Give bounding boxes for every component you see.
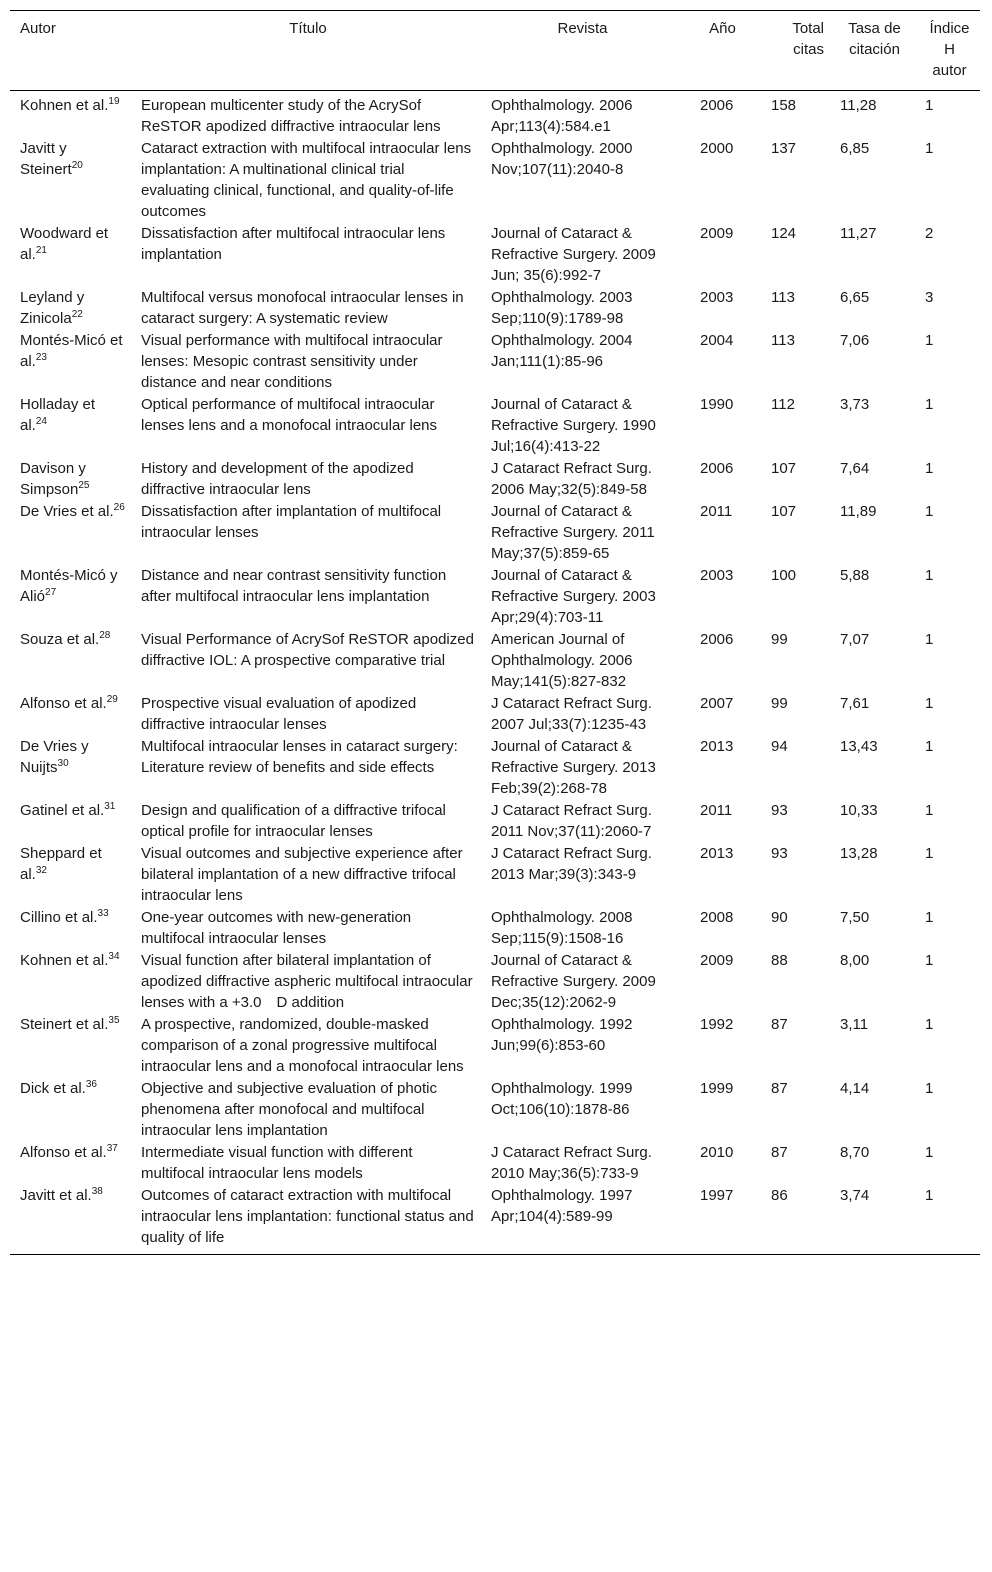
cell-autor <box>10 458 131 501</box>
cell-titulo: Optical performance of multifocal intraocular lenses lens and a monofocal intraocular lens <box>141 396 438 434</box>
header-indice-h: Índice H autor <box>929 20 970 79</box>
table-row <box>10 950 980 1014</box>
author-name: Kohnen et al. <box>20 952 109 969</box>
reference-number: 33 <box>97 908 109 919</box>
author-name: Sheppard et al. <box>20 845 102 883</box>
cell-revista: J Cataract Refract Surg. 2011 Nov;37(11):2060-7 <box>491 802 652 840</box>
cell-anio: 2010 <box>700 1144 734 1161</box>
cell-anio: 1990 <box>700 396 734 413</box>
author-name: Kohnen et al. <box>20 97 109 114</box>
cell-autor <box>10 287 131 330</box>
cell-indice-h: 1 <box>925 802 934 819</box>
cell-anio: 2009 <box>700 952 734 969</box>
cell-total-citas: 94 <box>771 738 788 755</box>
cell-autor <box>10 629 131 693</box>
cell-indice-h: 1 <box>925 909 934 926</box>
author-name: Montés-Micó et al. <box>20 332 123 370</box>
cell-autor <box>10 907 131 950</box>
cell-tasa-citacion: 6,85 <box>840 140 870 157</box>
author-name: De Vries et al. <box>20 503 114 520</box>
cell-autor <box>10 138 131 223</box>
cell-indice-h: 1 <box>925 845 934 862</box>
author-name: Davison y Simpson <box>20 460 86 498</box>
cell-tasa-citacion: 13,43 <box>840 738 878 755</box>
reference-number: 38 <box>91 1186 103 1197</box>
cell-anio: 2011 <box>700 802 733 819</box>
cell-anio: 2000 <box>700 140 734 157</box>
cell-indice-h: 1 <box>925 1080 934 1097</box>
cell-autor <box>10 800 131 843</box>
reference-number: 32 <box>35 865 47 876</box>
header-autor: Autor <box>20 20 56 37</box>
cell-autor <box>10 736 131 800</box>
cell-indice-h: 2 <box>925 225 934 242</box>
cell-indice-h: 1 <box>925 1016 934 1033</box>
cell-tasa-citacion: 4,14 <box>840 1080 870 1097</box>
cell-indice-h: 1 <box>925 952 934 969</box>
cell-indice-h: 1 <box>925 396 934 413</box>
cell-revista: J Cataract Refract Surg. 2007 Jul;33(7):1235-43 <box>491 695 652 733</box>
cell-tasa-citacion: 7,50 <box>840 909 870 926</box>
cell-titulo: Objective and subjective evaluation of photic phenomena after monofocal and multifocal intraocular lens implantation <box>141 1080 438 1139</box>
cell-revista: Ophthalmology. 2003 Sep;110(9):1789-98 <box>491 289 633 327</box>
cell-total-citas: 99 <box>771 695 788 712</box>
cell-titulo: Outcomes of cataract extraction with multifocal intraocular lens implantation: functional status and quality of life <box>141 1187 474 1246</box>
cell-tasa-citacion: 8,00 <box>840 952 870 969</box>
cell-autor <box>10 91 131 139</box>
cell-indice-h: 1 <box>925 332 934 349</box>
header-anio: Año <box>709 20 736 37</box>
cell-anio: 2003 <box>700 289 734 306</box>
cell-indice-h: 1 <box>925 503 934 520</box>
cell-autor <box>10 1078 131 1142</box>
cell-autor <box>10 501 131 565</box>
cell-tasa-citacion: 7,06 <box>840 332 870 349</box>
cell-total-citas: 158 <box>771 97 797 114</box>
cell-revista: Ophthalmology. 2008 Sep;115(9):1508-16 <box>491 909 633 947</box>
cell-tasa-citacion: 7,64 <box>840 460 870 477</box>
cell-titulo: Visual function after bilateral implantation of apodized diffractive aspheric multifocal intraocular lenses with a +3.0 D addition <box>141 952 473 1011</box>
cell-tasa-citacion: 11,89 <box>840 503 877 520</box>
table-row <box>10 1078 980 1142</box>
cell-titulo: Distance and near contrast sensitivity function after multifocal intraocular lens implantation <box>141 567 447 605</box>
author-name: Javitt y Steinert <box>20 140 72 178</box>
cell-indice-h: 1 <box>925 97 934 114</box>
citation-table-container <box>10 10 980 1255</box>
header-revista: Revista <box>557 20 608 37</box>
author-name: De Vries y Nuijts <box>20 738 89 776</box>
cell-autor <box>10 1142 131 1185</box>
cell-revista: Journal of Cataract & Refractive Surgery. 2009 Jun; 35(6):992-7 <box>491 225 656 284</box>
cell-titulo: Visual performance with multifocal intraocular lenses: Mesopic contrast sensitivity under distance and near conditions <box>141 332 443 391</box>
cell-titulo: History and development of the apodized diffractive intraocular lens <box>141 460 414 498</box>
cell-revista: Ophthalmology. 2006 Apr;113(4):584.e1 <box>491 97 633 135</box>
cell-revista: Ophthalmology. 1999 Oct;106(10):1878-86 <box>491 1080 633 1118</box>
cell-titulo: Multifocal versus monofocal intraocular lenses in cataract surgery: A systematic review <box>141 289 464 327</box>
cell-revista: Ophthalmology. 1997 Apr;104(4):589-99 <box>491 1187 633 1225</box>
cell-tasa-citacion: 3,73 <box>840 396 870 413</box>
cell-titulo: Dissatisfaction after multifocal intraocular lens implantation <box>141 225 446 263</box>
cell-titulo: Design and qualification of a diffractive trifocal optical profile for intraocular lenses <box>141 802 446 840</box>
cell-anio: 2004 <box>700 332 734 349</box>
reference-number: 23 <box>35 352 47 363</box>
table-header <box>10 11 980 91</box>
cell-tasa-citacion: 6,65 <box>840 289 870 306</box>
citation-table <box>10 10 980 1255</box>
cell-autor <box>10 843 131 907</box>
author-name: Alfonso et al. <box>20 1144 107 1161</box>
cell-titulo: Visual Performance of AcrySof ReSTOR apodized diffractive IOL: A prospective comparative trial <box>141 631 474 669</box>
cell-tasa-citacion: 3,74 <box>840 1187 870 1204</box>
cell-tasa-citacion: 7,61 <box>840 695 870 712</box>
cell-tasa-citacion: 10,33 <box>840 802 878 819</box>
cell-revista: Journal of Cataract & Refractive Surgery. 2013 Feb;39(2):268-78 <box>491 738 656 797</box>
table-row <box>10 693 980 736</box>
reference-number: 29 <box>106 694 118 705</box>
table-row <box>10 501 980 565</box>
cell-total-citas: 113 <box>771 289 795 306</box>
cell-total-citas: 88 <box>771 952 788 969</box>
cell-total-citas: 90 <box>771 909 788 926</box>
author-name: Gatinel et al. <box>20 802 105 819</box>
cell-titulo: Multifocal intraocular lenses in cataract surgery: Literature review of benefits and side effects <box>141 738 458 776</box>
cell-anio: 2011 <box>700 503 733 520</box>
cell-tasa-citacion: 5,88 <box>840 567 870 584</box>
header-titulo: Título <box>289 20 327 37</box>
author-name: Leyland y Zinicola <box>20 289 85 327</box>
cell-revista: Journal of Cataract & Refractive Surgery. 2011 May;37(5):859-65 <box>491 503 655 562</box>
cell-titulo: Intermediate visual function with different multifocal intraocular lens models <box>141 1144 413 1182</box>
cell-total-citas: 93 <box>771 802 788 819</box>
cell-revista: Journal of Cataract & Refractive Surgery. 1990 Jul;16(4):413-22 <box>491 396 656 455</box>
cell-revista: Ophthalmology. 1992 Jun;99(6):853-60 <box>491 1016 633 1054</box>
cell-total-citas: 112 <box>771 396 795 413</box>
cell-anio: 2013 <box>700 738 734 755</box>
author-name: Dick et al. <box>20 1080 86 1097</box>
author-name: Montés-Micó y Alió <box>20 567 118 605</box>
reference-number: 24 <box>35 416 47 427</box>
cell-autor <box>10 223 131 287</box>
table-row <box>10 1014 980 1078</box>
cell-total-citas: 107 <box>771 503 797 520</box>
author-name: Javitt et al. <box>20 1187 92 1204</box>
cell-titulo: Dissatisfaction after implantation of multifocal intraocular lenses <box>141 503 442 541</box>
cell-indice-h: 1 <box>925 567 934 584</box>
cell-revista: J Cataract Refract Surg. 2010 May;36(5):733-9 <box>491 1144 652 1182</box>
table-row <box>10 565 980 629</box>
cell-total-citas: 99 <box>771 631 788 648</box>
cell-revista: J Cataract Refract Surg. 2006 May;32(5):849-58 <box>491 460 652 498</box>
cell-revista: Journal of Cataract & Refractive Surgery. 2003 Apr;29(4):703-11 <box>491 567 656 626</box>
table-body <box>10 91 980 1255</box>
cell-total-citas: 124 <box>771 225 797 242</box>
cell-revista: J Cataract Refract Surg. 2013 Mar;39(3):343-9 <box>491 845 652 883</box>
cell-indice-h: 1 <box>925 631 934 648</box>
cell-tasa-citacion: 13,28 <box>840 845 878 862</box>
cell-anio: 2006 <box>700 460 734 477</box>
reference-number: 34 <box>108 951 120 962</box>
cell-revista: Ophthalmology. 2004 Jan;111(1):85-96 <box>491 332 633 370</box>
cell-anio: 2008 <box>700 909 734 926</box>
cell-total-citas: 100 <box>771 567 797 584</box>
cell-indice-h: 1 <box>925 695 934 712</box>
cell-total-citas: 87 <box>771 1016 788 1033</box>
cell-autor <box>10 1014 131 1078</box>
cell-total-citas: 93 <box>771 845 788 862</box>
cell-tasa-citacion: 11,27 <box>840 225 877 242</box>
reference-number: 21 <box>35 245 47 256</box>
cell-total-citas: 87 <box>771 1144 788 1161</box>
cell-titulo: Cataract extraction with multifocal intraocular lens implantation: A multinational clinical trial evaluating clinical, functional, and quality-of-life outcomes <box>141 140 472 220</box>
author-name: Souza et al. <box>20 631 100 648</box>
table-row <box>10 736 980 800</box>
cell-revista: Journal of Cataract & Refractive Surgery. 2009 Dec;35(12):2062-9 <box>491 952 656 1011</box>
cell-autor <box>10 693 131 736</box>
cell-anio: 2003 <box>700 567 734 584</box>
cell-anio: 1999 <box>700 1080 734 1097</box>
table-row <box>10 800 980 843</box>
cell-autor <box>10 394 131 458</box>
cell-indice-h: 3 <box>925 289 934 306</box>
table-row <box>10 138 980 223</box>
cell-anio: 2006 <box>700 97 734 114</box>
header-tasa-citacion: Tasa de citación <box>848 20 901 58</box>
reference-number: 27 <box>45 587 57 598</box>
table-row <box>10 287 980 330</box>
reference-number: 36 <box>85 1079 97 1090</box>
reference-number: 35 <box>108 1015 120 1026</box>
cell-indice-h: 1 <box>925 460 934 477</box>
table-row <box>10 223 980 287</box>
reference-number: 37 <box>106 1143 118 1154</box>
table-row <box>10 843 980 907</box>
cell-tasa-citacion: 3,11 <box>840 1016 869 1033</box>
table-row <box>10 1185 980 1255</box>
table-row <box>10 629 980 693</box>
cell-revista: American Journal of Ophthalmology. 2006 May;141(5):827-832 <box>491 631 633 690</box>
cell-titulo: European multicenter study of the AcrySof ReSTOR apodized diffractive intraocular lens <box>141 97 441 135</box>
table-row <box>10 394 980 458</box>
author-name: Steinert et al. <box>20 1016 109 1033</box>
cell-total-citas: 86 <box>771 1187 788 1204</box>
reference-number: 20 <box>71 160 83 171</box>
cell-autor <box>10 1185 131 1255</box>
author-name: Holladay et al. <box>20 396 96 434</box>
author-name: Woodward et al. <box>20 225 109 263</box>
cell-total-citas: 107 <box>771 460 797 477</box>
cell-indice-h: 1 <box>925 738 934 755</box>
table-row <box>10 907 980 950</box>
reference-number: 25 <box>78 480 90 491</box>
cell-indice-h: 1 <box>925 1144 934 1161</box>
reference-number: 26 <box>113 502 125 513</box>
reference-number: 28 <box>99 630 111 641</box>
reference-number: 31 <box>104 801 116 812</box>
cell-tasa-citacion: 7,07 <box>840 631 870 648</box>
cell-total-citas: 113 <box>771 332 795 349</box>
cell-anio: 2013 <box>700 845 734 862</box>
cell-tasa-citacion: 8,70 <box>840 1144 870 1161</box>
author-name: Cillino et al. <box>20 909 98 926</box>
cell-autor <box>10 330 131 394</box>
reference-number: 19 <box>108 96 120 107</box>
cell-revista: Ophthalmology. 2000 Nov;107(11):2040-8 <box>491 140 633 178</box>
cell-titulo: Prospective visual evaluation of apodized diffractive intraocular lenses <box>141 695 417 733</box>
cell-autor <box>10 950 131 1014</box>
cell-anio: 2007 <box>700 695 734 712</box>
cell-titulo: One-year outcomes with new-generation multifocal intraocular lenses <box>141 909 412 947</box>
cell-total-citas: 87 <box>771 1080 788 1097</box>
reference-number: 22 <box>71 309 83 320</box>
cell-anio: 1992 <box>700 1016 734 1033</box>
author-name: Alfonso et al. <box>20 695 107 712</box>
table-row <box>10 91 980 139</box>
cell-indice-h: 1 <box>925 140 934 157</box>
cell-tasa-citacion: 11,28 <box>840 97 877 114</box>
cell-anio: 2006 <box>700 631 734 648</box>
cell-autor <box>10 565 131 629</box>
reference-number: 30 <box>57 758 69 769</box>
header-total-citas: Total citas <box>792 20 824 58</box>
cell-total-citas: 137 <box>771 140 797 157</box>
cell-titulo: A prospective, randomized, double-masked comparison of a zonal progressive multifocal intraocular lens and a monofocal intraocular lens <box>141 1016 464 1075</box>
table-row <box>10 330 980 394</box>
cell-indice-h: 1 <box>925 1187 934 1204</box>
table-row <box>10 458 980 501</box>
cell-titulo: Visual outcomes and subjective experience after bilateral implantation of a new diffractive trifocal intraocular lens <box>141 845 463 904</box>
cell-anio: 2009 <box>700 225 734 242</box>
cell-anio: 1997 <box>700 1187 734 1204</box>
table-row <box>10 1142 980 1185</box>
